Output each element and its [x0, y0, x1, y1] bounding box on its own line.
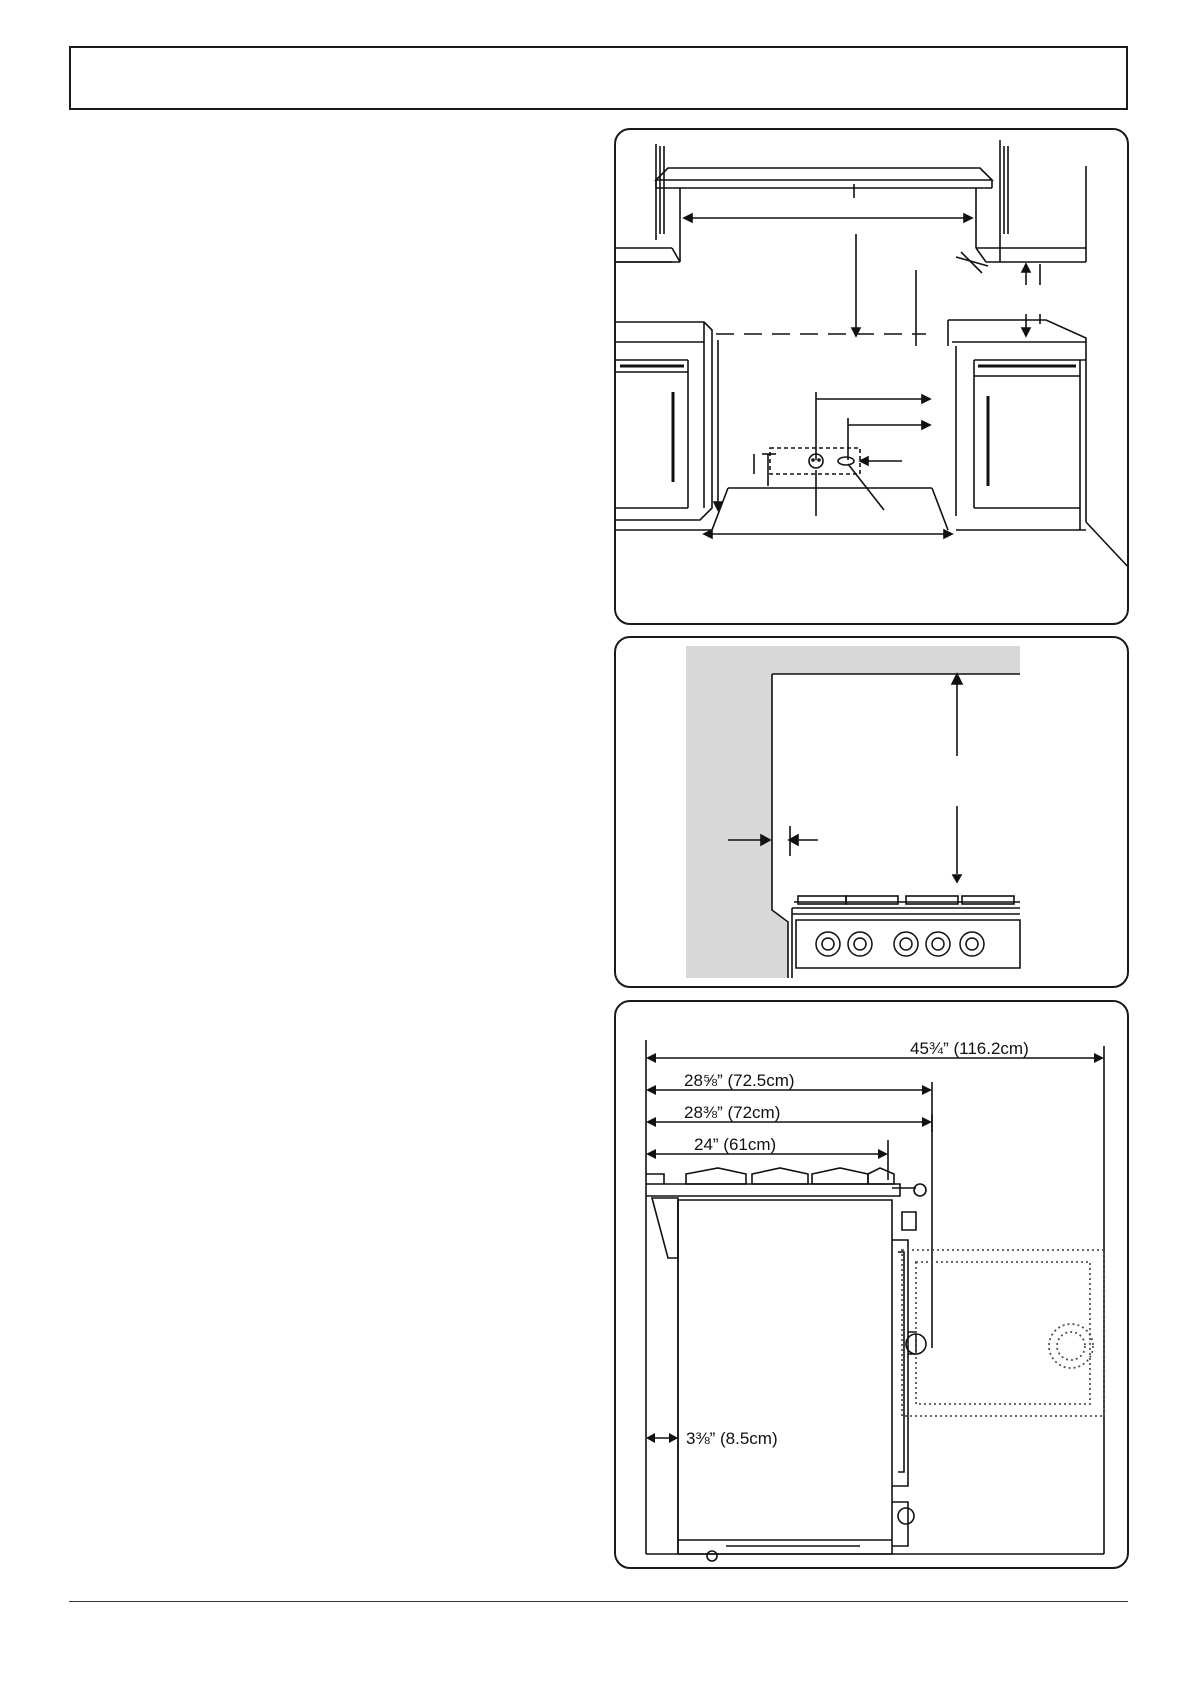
overall-depth-label: 45¾” (116.2cm) — [910, 1039, 1029, 1058]
installation-space-illustration — [616, 130, 1129, 625]
installation-space-diagram — [614, 128, 1129, 625]
side-clearance-illustration — [616, 638, 1129, 988]
body-depth-label: 24” (61cm) — [694, 1135, 777, 1154]
rear-gap-label: 3⅜” (8.5cm) — [686, 1429, 778, 1448]
side-clearance-diagram — [614, 636, 1129, 988]
header-box — [69, 46, 1128, 110]
depth-dimensions-diagram — [614, 1000, 1129, 1569]
handle-depth-label: 28⅜” (72cm) — [684, 1103, 781, 1122]
footer-rule — [69, 1601, 1128, 1602]
knob-depth-label: 28⅝” (72.5cm) — [684, 1071, 795, 1090]
